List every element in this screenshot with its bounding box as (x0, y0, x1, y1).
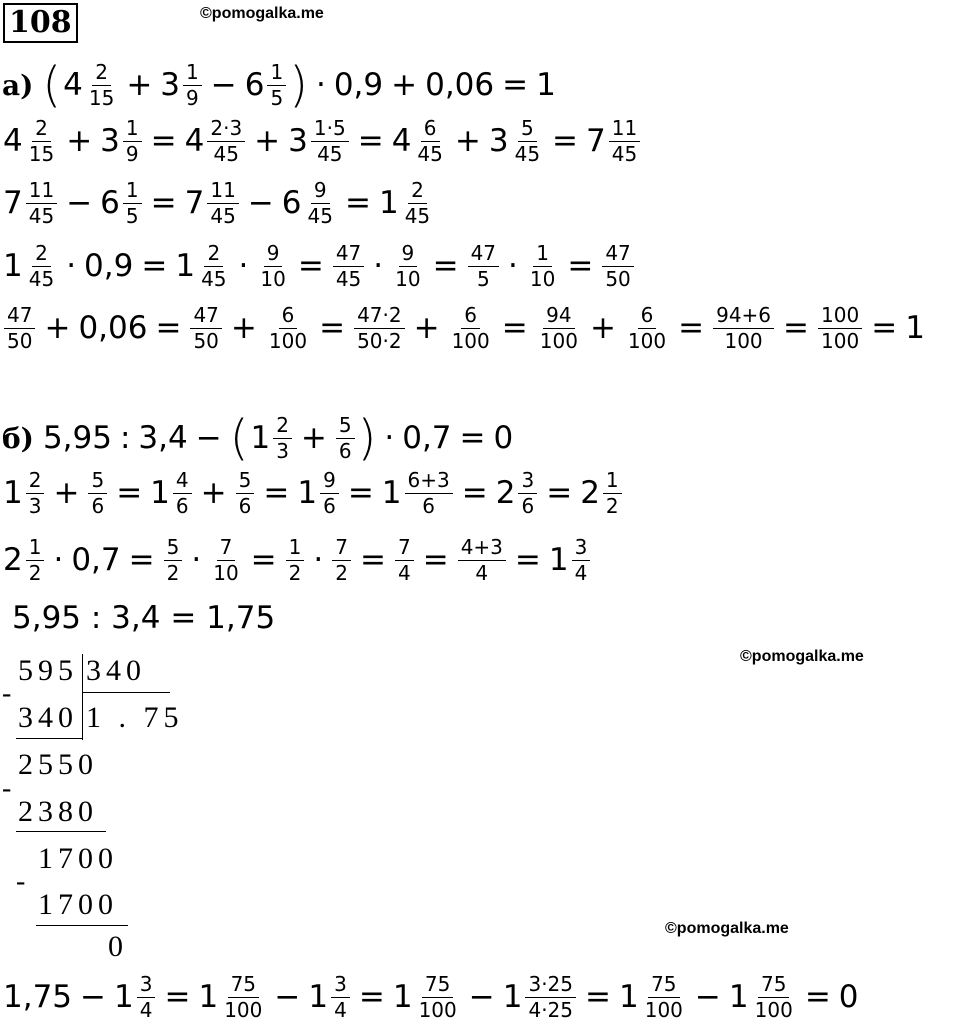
remainder-1: 2550 (18, 748, 98, 781)
watermark-3: ©pomogalka.me (665, 920, 789, 937)
division-vertical-bar (82, 654, 83, 740)
subtrahend-2: 2380 (18, 795, 98, 828)
part-b-final: 1,75 − 1 $\frac{3}{4}$ = 1 $\frac{75}{100}$ − 1 $\frac{3}{4}$ = 1 $\frac{75}{100}$ − 1 $\frac{3\cdot 25}{4\cdot 25}$ = 1 $\frac{75}{100}$ − 1 $\frac{75}{100}$ = 0 (3, 972, 859, 1022)
part-b-step-2: 2 $\frac{1}{2}$ · 0,7 = $\frac{5}{2}$ · $\frac{7}{10}$ = $\frac{1}{2}$ · $\frac{7}{2}$ = $\frac{7}{4}$ = $\frac{4+3}{4}$ = 1 $\frac{3}{4}$ (2, 537, 592, 584)
open-paren: ( (42, 57, 62, 114)
subtrahend-3: 1700 (38, 888, 118, 921)
division-result: 0 (108, 930, 128, 963)
part-b-equation: б) 5,95 : 3,4 − ( 1 $\frac{2}{3}$ + $\frac{5}{6}$ ) · 0,7 = 0 (2, 410, 514, 467)
division-line-3 (36, 925, 128, 926)
division-line-2 (16, 831, 106, 832)
dividend: 595 (18, 654, 78, 687)
part-a-step-1: 4 $\frac{2}{15}$ + 3 $\frac{1}{9}$ = 4 $\frac{2\cdot 3}{45}$ + 3 $\frac{1\cdot 5}{45}$ = 4 $\frac{6}{45}$ + 3 $\frac{5}{45}$ = 7 $\frac{11}{45}$ (2, 118, 642, 165)
remainder-2: 1700 (38, 842, 118, 875)
part-b-label: б) (2, 421, 34, 455)
part-a-step-2: 7 $\frac{11}{45}$ − 6 $\frac{1}{5}$ = 7 $\frac{11}{45}$ − 6 $\frac{9}{45}$ = 1 $\frac{2}{45}$ (3, 178, 431, 228)
minus-3: - (16, 866, 31, 897)
task-number: 108 (3, 3, 78, 43)
division-statement: 5,95 : 3,4 = 1,75 (12, 600, 276, 636)
part-b-step-1: 1 $\frac{2}{3}$ + $\frac{5}{6}$ = 1 $\frac{4}{6}$ + $\frac{5}{6}$ = 1 $\frac{9}{6}$ = 1 $\frac{6+3}{6}$ = 2 $\frac{3}{6}$ = 2 $\frac{1}{2}$ (2, 470, 624, 517)
minus-1: - (2, 678, 17, 709)
watermark: ©pomogalka.me (200, 5, 324, 22)
division-divisor-line (82, 692, 170, 693)
divisor: 340 (86, 654, 146, 687)
part-a-label: а) (2, 68, 34, 102)
part-a-step-4: $\frac{47}{50}$ + 0,06 = $\frac{47}{50}$ + $\frac{6}{100}$ = $\frac{47\cdot 2}{50\cdot 2}$ + $\frac{6}{100}$ = $\frac{94}{100}$ + $\frac{6}{100}$ = $\frac{94+6}{100}$ = $\frac{100}{100}$ = 1 (2, 305, 926, 352)
part-a-equation: а) ( 4 $\frac{2}{15}$ + 3 $\frac{1}{9}$ − 6 $\frac{1}{5}$ ) · 0,9 + 0,06 = 1 (2, 57, 556, 114)
quotient: 1 . 75 (86, 701, 184, 734)
subtrahend-1: 340 (18, 701, 78, 734)
watermark-2: ©pomogalka.me (740, 648, 864, 665)
close-paren: ) (289, 57, 308, 114)
part-a-step-3: 1 $\frac{2}{45}$ · 0,9 = 1 $\frac{2}{45}$ · $\frac{9}{10}$ = $\frac{47}{45}$ · $\frac{9}{10}$ = $\frac{47}{5}$ · $\frac{1}{10}$ = $\frac{47}{50}$ (2, 243, 636, 290)
minus-2: - (2, 773, 17, 804)
division-line-1 (16, 738, 82, 739)
